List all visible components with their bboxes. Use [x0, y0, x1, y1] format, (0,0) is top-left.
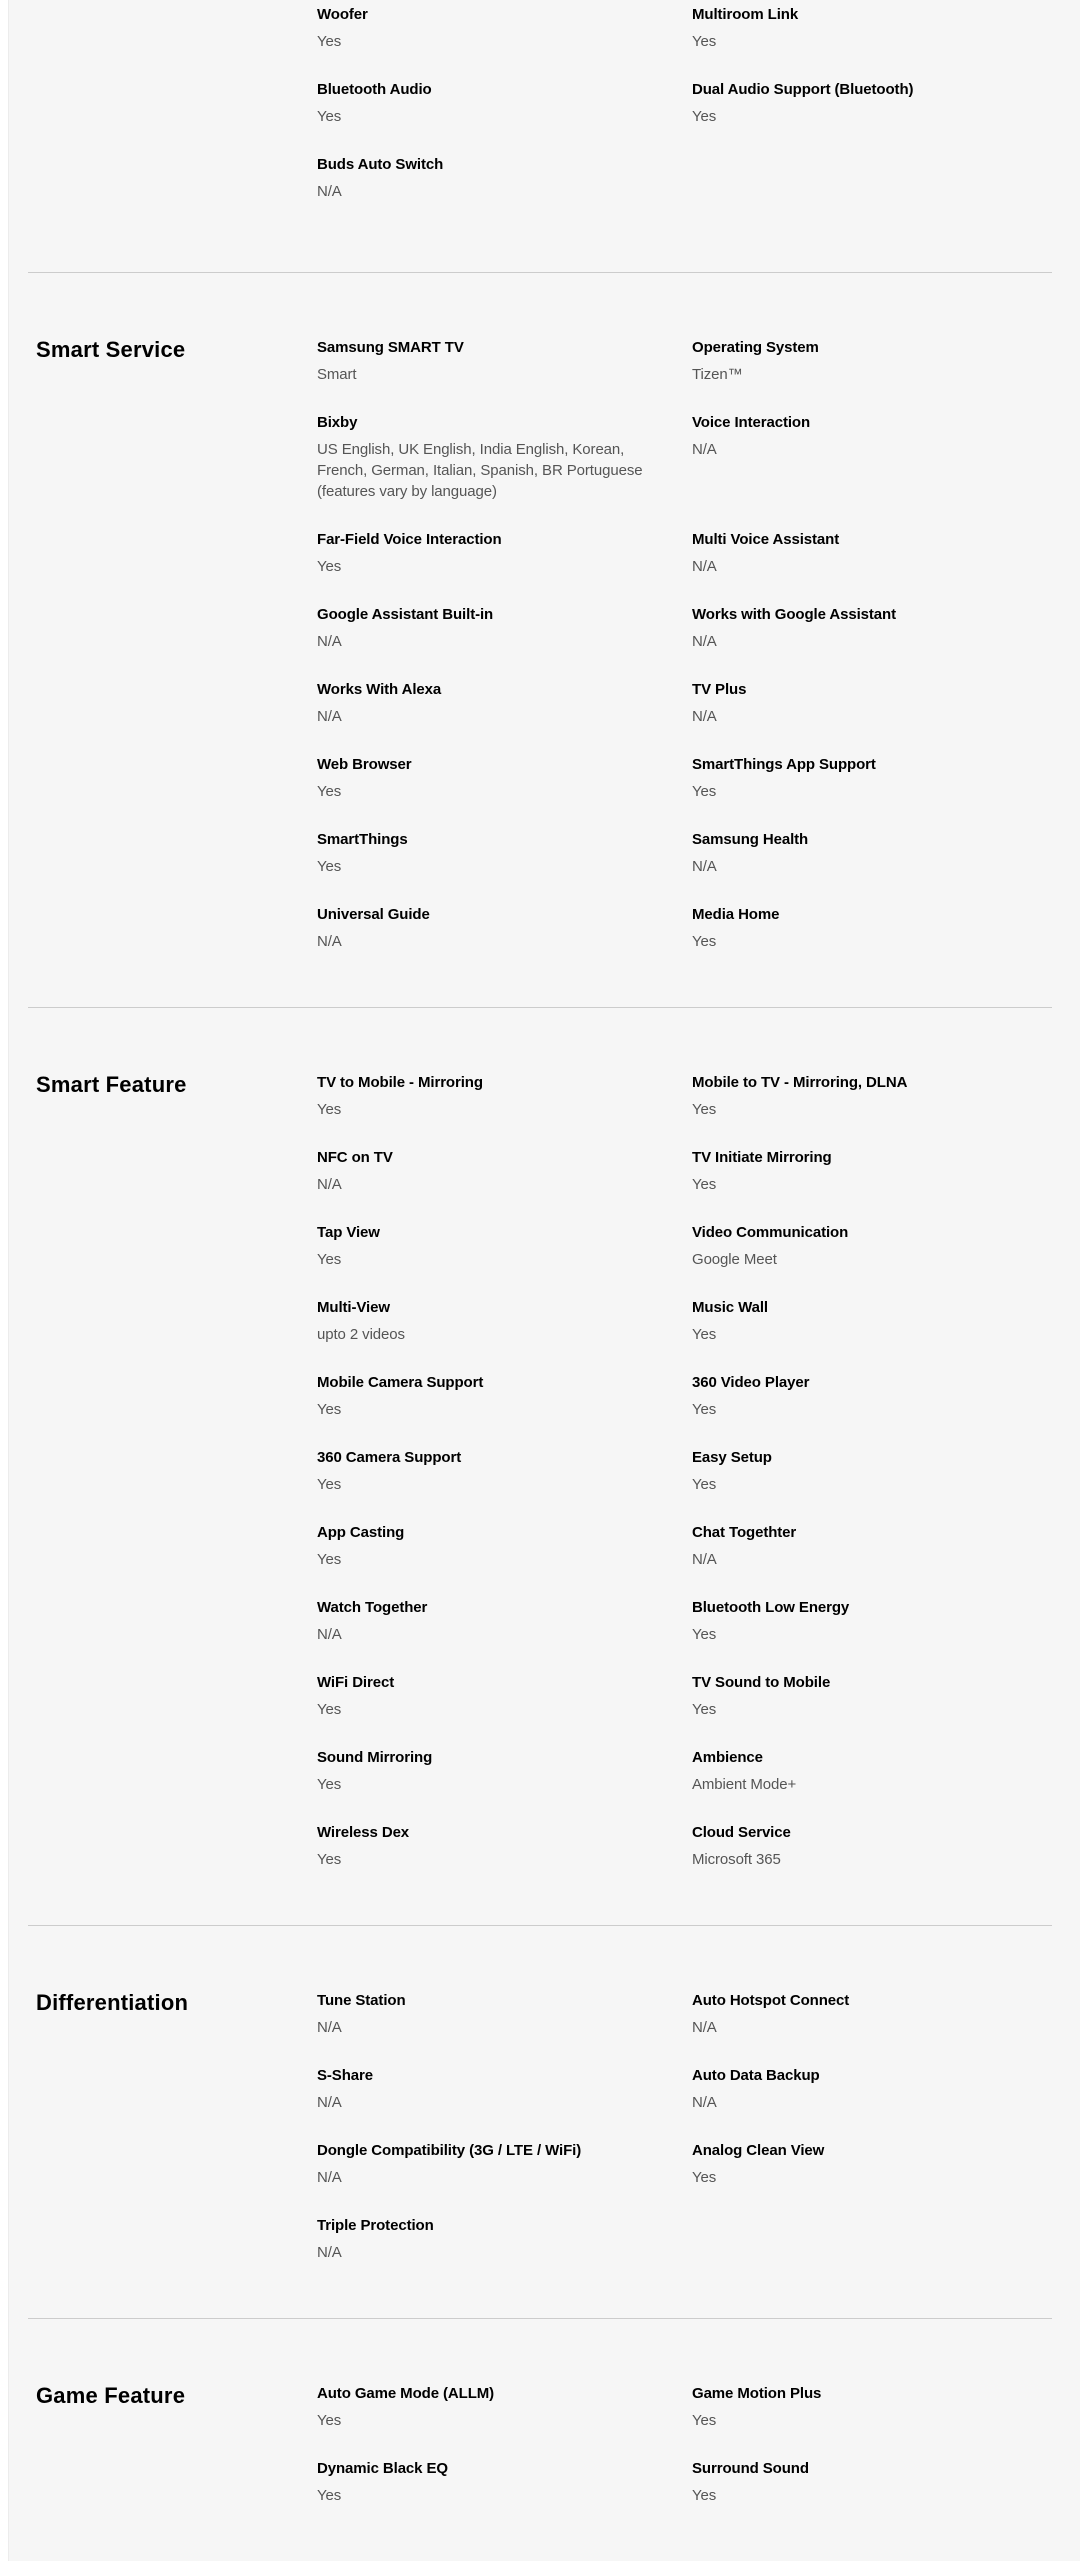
spec-value: Yes — [692, 933, 717, 950]
spec-item — [692, 2215, 1052, 2263]
spec-item — [317, 2140, 692, 2188]
spec-item — [317, 1747, 692, 1795]
spec-item — [317, 1447, 692, 1495]
spec-label: Sound Mirroring — [317, 1749, 433, 1766]
spec-value: Yes — [692, 1476, 717, 1493]
spec-value: N/A — [317, 2244, 342, 2261]
spec-value: N/A — [692, 441, 717, 458]
section-title: Differentiation — [36, 1990, 189, 2015]
spec-item — [317, 2458, 692, 2506]
spec-label: TV Sound to Mobile — [692, 1674, 831, 1691]
spec-value: Yes — [317, 1101, 342, 1118]
spec-value: Yes — [317, 2412, 342, 2429]
spec-label: Far-Field Voice Interaction — [317, 531, 502, 548]
spec-value: N/A — [692, 558, 717, 575]
spec-label: Mobile to TV - Mirroring, DLNA — [692, 1074, 908, 1091]
spec-value: Yes — [692, 1626, 717, 1643]
spec-label: Web Browser — [317, 756, 412, 773]
spec-label: Analog Clean View — [692, 2142, 825, 2159]
spec-label: 360 Video Player — [692, 1374, 810, 1391]
spec-label: TV Initiate Mirroring — [692, 1149, 832, 1166]
spec-label: Woofer — [317, 6, 368, 23]
spec-label: SmartThings App Support — [692, 756, 876, 773]
spec-value: Yes — [317, 858, 342, 875]
spec-label: Game Motion Plus — [692, 2385, 822, 2402]
spec-value: Yes — [692, 2169, 717, 2186]
spec-label: Operating System — [692, 339, 819, 356]
spec-item — [692, 79, 1052, 127]
spec-label: Bixby — [317, 414, 358, 431]
spec-value: US English, UK English, India English, Korean, French, German, Italian, Spanish, BR Portuguese (features vary by language) — [317, 441, 643, 500]
spec-label: TV Plus — [692, 681, 747, 698]
spec-label: Samsung Health — [692, 831, 809, 848]
spec-value: N/A — [692, 2019, 717, 2036]
spec-grid — [317, 4, 1052, 229]
spec-label: Ambience — [692, 1749, 763, 1766]
spec-label: 360 Camera Support — [317, 1449, 462, 1466]
spec-value: N/A — [317, 633, 342, 650]
spec-item — [692, 1222, 1052, 1270]
spec-value: Yes — [317, 1401, 342, 1418]
spec-value: Yes — [692, 1101, 717, 1118]
spec-item — [317, 412, 692, 502]
spec-item — [692, 337, 1052, 385]
spec-label: Auto Game Mode (ALLM) — [317, 2385, 495, 2402]
spec-label: S-Share — [317, 2067, 373, 2084]
spec-item — [317, 1597, 692, 1645]
spec-value: Yes — [317, 783, 342, 800]
spec-label: Tune Station — [317, 1992, 406, 2009]
spec-item — [692, 2458, 1052, 2506]
spec-value: N/A — [692, 1551, 717, 1568]
spec-item — [692, 2140, 1052, 2188]
spec-item — [692, 1747, 1052, 1795]
spec-item — [317, 679, 692, 727]
spec-section — [28, 1925, 1052, 2318]
spec-label: Dual Audio Support (Bluetooth) — [692, 81, 914, 98]
spec-item — [692, 1072, 1052, 1120]
spec-grid — [317, 1072, 1052, 1897]
spec-value: N/A — [317, 708, 342, 725]
spec-value: upto 2 videos — [317, 1326, 405, 1343]
spec-label: Auto Data Backup — [692, 2067, 820, 2084]
spec-value: Yes — [317, 1551, 342, 1568]
spec-item — [317, 1372, 692, 1420]
spec-sheet — [28, 0, 1052, 2561]
spec-item — [317, 337, 692, 385]
spec-value: N/A — [317, 1626, 342, 1643]
spec-value: N/A — [692, 2094, 717, 2111]
spec-item — [317, 1522, 692, 1570]
spec-label: Universal Guide — [317, 906, 430, 923]
spec-item — [317, 1672, 692, 1720]
section-title: Smart Service — [36, 337, 186, 362]
spec-item — [692, 1447, 1052, 1495]
spec-item — [317, 1990, 692, 2038]
spec-label: TV to Mobile - Mirroring — [317, 1074, 483, 1091]
spec-page — [8, 0, 1080, 2561]
spec-label: Surround Sound — [692, 2460, 809, 2477]
spec-label: Triple Protection — [317, 2217, 434, 2234]
spec-value: Yes — [317, 1476, 342, 1493]
spec-item — [317, 1222, 692, 1270]
spec-label: Multiroom Link — [692, 6, 799, 23]
spec-item — [317, 754, 692, 802]
spec-label: Media Home — [692, 906, 780, 923]
spec-section — [28, 1007, 1052, 1925]
spec-item — [692, 829, 1052, 877]
spec-value: N/A — [317, 2094, 342, 2111]
spec-section — [28, 272, 1052, 1007]
spec-value: Yes — [317, 2487, 342, 2504]
spec-value: N/A — [317, 183, 342, 200]
spec-value: Yes — [317, 1851, 342, 1868]
spec-item — [317, 604, 692, 652]
spec-value: Yes — [692, 2487, 717, 2504]
spec-label: Bluetooth Audio — [317, 81, 432, 98]
spec-value: N/A — [317, 933, 342, 950]
spec-item — [692, 1672, 1052, 1720]
spec-item — [317, 904, 692, 952]
spec-item — [317, 529, 692, 577]
spec-item — [692, 604, 1052, 652]
spec-label: Works with Google Assistant — [692, 606, 896, 623]
spec-value: Yes — [317, 1251, 342, 1268]
spec-section — [28, 0, 1052, 272]
spec-item — [692, 679, 1052, 727]
spec-value: Google Meet — [692, 1251, 777, 1268]
spec-item — [692, 2065, 1052, 2113]
spec-label: Samsung SMART TV — [317, 339, 464, 356]
spec-value: Yes — [692, 1401, 717, 1418]
spec-item — [317, 1297, 692, 1345]
spec-value: N/A — [692, 858, 717, 875]
spec-section — [28, 2318, 1052, 2561]
spec-value: N/A — [317, 2019, 342, 2036]
spec-item — [692, 1297, 1052, 1345]
spec-label: Dongle Compatibility (3G / LTE / WiFi) — [317, 2142, 582, 2159]
spec-item — [692, 1597, 1052, 1645]
spec-value: Yes — [317, 1701, 342, 1718]
section-title: Game Feature — [36, 2383, 186, 2408]
spec-item — [317, 829, 692, 877]
spec-value: Yes — [692, 108, 717, 125]
spec-value: Yes — [692, 1326, 717, 1343]
spec-grid — [317, 1990, 1052, 2290]
spec-value: N/A — [692, 633, 717, 650]
spec-item — [692, 1147, 1052, 1195]
spec-item — [692, 154, 1052, 202]
spec-value: N/A — [317, 2169, 342, 2186]
spec-value: Ambient Mode+ — [692, 1776, 797, 1793]
spec-item — [317, 154, 692, 202]
spec-label: Buds Auto Switch — [317, 156, 444, 173]
spec-label: Auto Hotspot Connect — [692, 1992, 850, 2009]
spec-label: Easy Setup — [692, 1449, 772, 1466]
spec-value: Microsoft 365 — [692, 1851, 781, 1868]
spec-label: NFC on TV — [317, 1149, 393, 1166]
spec-item — [692, 1822, 1052, 1870]
spec-item — [692, 754, 1052, 802]
spec-item — [317, 2215, 692, 2263]
spec-label: Multi Voice Assistant — [692, 531, 840, 548]
spec-label: Google Assistant Built-in — [317, 606, 494, 623]
spec-item — [317, 1147, 692, 1195]
spec-value: Yes — [317, 108, 342, 125]
spec-item — [692, 412, 1052, 502]
spec-value: Yes — [692, 2412, 717, 2429]
spec-value: N/A — [317, 1176, 342, 1193]
spec-item — [692, 1522, 1052, 1570]
spec-grid — [317, 337, 1052, 979]
spec-value: Yes — [692, 783, 717, 800]
spec-value: Yes — [317, 33, 342, 50]
spec-value: Yes — [692, 1176, 717, 1193]
section-title: Smart Feature — [36, 1072, 187, 1097]
spec-label: Dynamic Black EQ — [317, 2460, 448, 2477]
spec-item — [692, 1990, 1052, 2038]
spec-item — [692, 2383, 1052, 2431]
spec-item — [317, 4, 692, 52]
spec-label: Tap View — [317, 1224, 380, 1241]
spec-label: Wireless Dex — [317, 1824, 410, 1841]
spec-label: Multi-View — [317, 1299, 390, 1316]
spec-label: Watch Together — [317, 1599, 428, 1616]
spec-label: Music Wall — [692, 1299, 768, 1316]
spec-item — [692, 529, 1052, 577]
spec-label: Bluetooth Low Energy — [692, 1599, 850, 1616]
spec-label: Mobile Camera Support — [317, 1374, 484, 1391]
spec-value: Smart — [317, 366, 357, 383]
spec-item — [317, 79, 692, 127]
spec-label: SmartThings — [317, 831, 408, 848]
spec-value: Yes — [317, 558, 342, 575]
spec-label: Cloud Service — [692, 1824, 791, 1841]
spec-label: WiFi Direct — [317, 1674, 395, 1691]
spec-value: Yes — [317, 1776, 342, 1793]
spec-grid — [317, 2383, 1052, 2533]
spec-item — [692, 4, 1052, 52]
spec-value: Tizen™ — [692, 366, 743, 383]
spec-item — [317, 1822, 692, 1870]
spec-value: Yes — [692, 33, 717, 50]
spec-label: Works With Alexa — [317, 681, 442, 698]
spec-item — [317, 2065, 692, 2113]
spec-label: Video Communication — [692, 1224, 849, 1241]
spec-label: Chat Togethter — [692, 1524, 797, 1541]
spec-value: N/A — [692, 708, 717, 725]
spec-value: Yes — [692, 1701, 717, 1718]
spec-item — [317, 2383, 692, 2431]
spec-item — [317, 1072, 692, 1120]
spec-label: Voice Interaction — [692, 414, 811, 431]
spec-label: App Casting — [317, 1524, 405, 1541]
spec-item — [692, 1372, 1052, 1420]
spec-item — [692, 904, 1052, 952]
